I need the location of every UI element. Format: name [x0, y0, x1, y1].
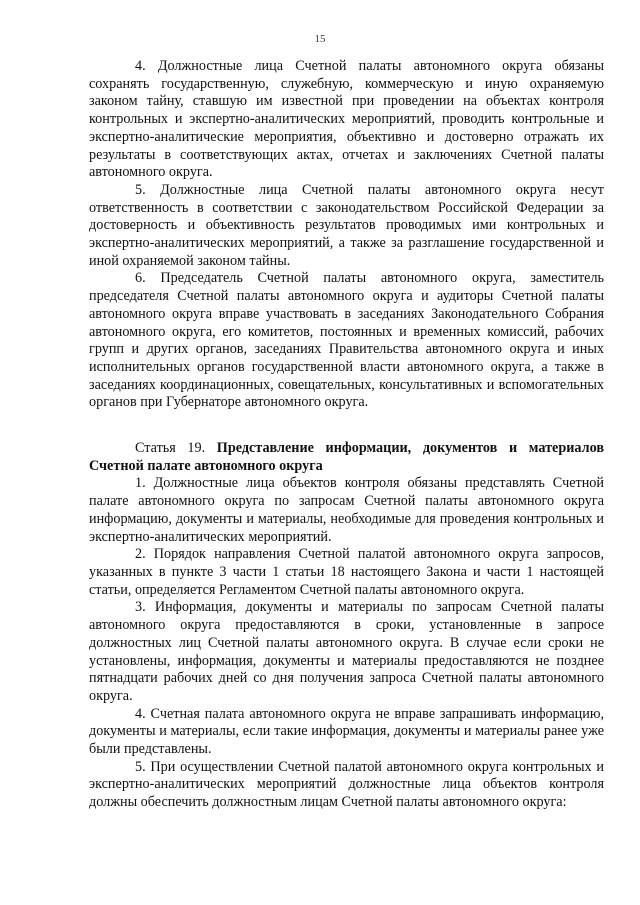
paragraph-5: 5. Должностные лица Счетной палаты автономного округа несут ответственность в соответствии с законодательством Российской Федерации за достоверность и объективность результатов проводимых ими контрольных и экспертно-аналитических мероприятий, а также за разглашение государственной и иной охраняемой законом тайны. — [89, 181, 604, 269]
article-heading — [89, 440, 604, 475]
page-content — [89, 58, 604, 812]
page-number: 15 — [314, 33, 326, 45]
paragraph-6: 6. Председатель Счетной палаты автономного округа, заместитель председателя Счетной палаты автономного округа и аудиторы Счетной палаты автономного округа вправе участвовать в заседаниях Законодательного Собрания автономного округа, его комитетов, постоянных и временных комиссий, рабочих групп и других органов, заседаниях Правительства автономного округа и иных исполнительных органов государственной власти автономного округа, а также в заседаниях координационных, совещательных, консультативных и вспомогательных органов при Губернаторе автономного округа. — [89, 270, 604, 411]
section-gap — [89, 412, 604, 440]
article-paragraph-1: 1. Должностные лица объектов контроля обязаны представлять Счетной палате автономного округа по запросам Счетной палаты автономного округа информацию, документы и материалы, необходимые для проведения контрольных и экспертно-аналитических мероприятий. — [89, 475, 604, 545]
article-paragraph-5: 5. При осуществлении Счетной палатой автономного округа контрольных и экспертно-аналитических мероприятий должностные лица объектов контроля должны обеспечить должностным лицам Счетной палаты автономного округа: — [89, 758, 604, 811]
article-title: Представление информации, документов и материалов Счетной палате автономного округа — [89, 440, 604, 474]
article-paragraph-4: 4. Счетная палата автономного округа не вправе запрашивать информацию, документы и материалы, если такие информация, документы и материалы ранее уже были представлены. — [89, 705, 604, 758]
article-paragraph-3: 3. Информация, документы и материалы по запросам Счетной палаты автономного округа предоставляются в сроки, установленные в запросе должностных лиц Счетной палаты автономного округа. В случае если сроки не установлены, информация, документы и материалы предоставляются не позднее пятнадцати рабочих дней со дня получения запроса Счетной палаты автономного округа. — [89, 599, 604, 704]
paragraph-4: 4. Должностные лица Счетной палаты автономного округа обязаны сохранять государственную, служебную, коммерческую и иную охраняемую законом тайну, ставшую им известной при проведении на объектах контроля контрольных и экспертно-аналитических мероприятий, проводить контрольные и экспертно-аналитические мероприятия, объективно и достоверно отражать их результаты в соответствующих актах, отчетах и заключениях Счетной палаты автономного округа. — [89, 58, 604, 181]
article-label: Статья 19. — [135, 440, 206, 457]
article-paragraph-2: 2. Порядок направления Счетной палатой автономного округа запросов, указанных в пункте 3 части 1 статьи 18 настоящего Закона и части 1 настоящей статьи, определяется Регламентом Счетной палаты автономного округа. — [89, 546, 604, 598]
